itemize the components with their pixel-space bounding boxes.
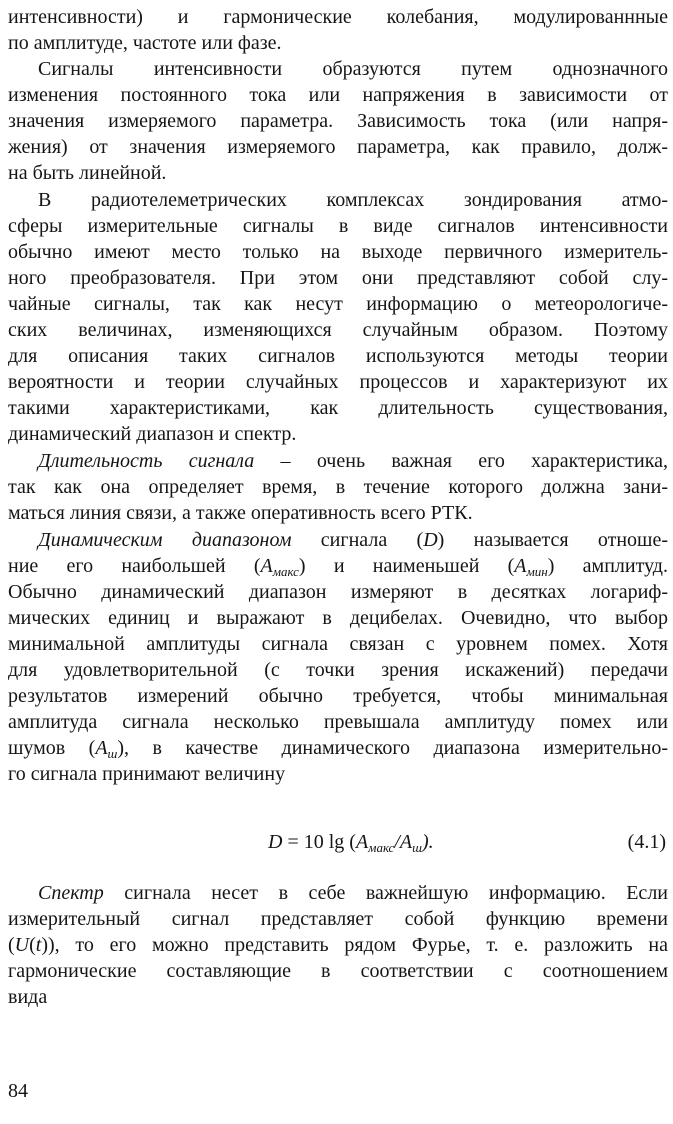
text-line: мических единиц и выражают в децибелах. Очевидно, что выбор: [8, 607, 668, 629]
text-line: Спектр сигнала несет в себе важнейшую информацию. Если: [38, 882, 668, 904]
text-line: чайные сигналы, так как несут информацию о метеорологиче-: [8, 293, 668, 315]
text-line: по амплитуде, частоте или фазе.: [8, 32, 282, 54]
text-line: шумов $(A_ш)$, в качестве динамического диапазона измерительно-: [8, 737, 668, 761]
formula-number: (4.1): [627, 831, 666, 853]
text-line: Обычно динамический диапазон измеряют в десятках логариф-: [8, 581, 668, 603]
text-line: го сигнала принимают величину: [8, 763, 286, 785]
formula-expression: D = 10 $\lg (A_{макс}/A_ш)$.: [268, 831, 434, 855]
text-line: измерительный сигнал представляет собой функцию времени: [8, 908, 668, 930]
text-line: ние его наибольшей $(A_{макс})$ и наименьшей $(A_{мин})$ амплитуд.: [8, 555, 668, 579]
formula-4-1: [8, 829, 668, 855]
text-line: ских величинах, изменяющихся случайным образом. Поэтому: [8, 319, 668, 341]
text-line: на быть линейной.: [8, 162, 167, 184]
text-line: для описания таких сигналов используются методы теории: [8, 345, 668, 367]
text-line: обычно имеют место только на выходе первичного измеритель-: [8, 241, 668, 263]
text-line: Длительность сигнала – очень важная его характеристика,: [38, 450, 669, 472]
text-line: так как она определяет время, в течение которого должна зани-: [8, 476, 668, 498]
text-line: изменения постоянного тока или напряжения в зависимости от: [8, 84, 668, 106]
text-line: вида: [8, 986, 48, 1008]
text-line: (U(t)), то его можно представить рядом Фурье, т. е. разложить на: [8, 934, 668, 956]
page-number: 84: [8, 1080, 28, 1102]
text-line: минимальной амплитуды сигнала связан с уровнем помех. Хотя: [8, 633, 668, 655]
text-line: амплитуда сигнала несколько превышала амплитуду помех или: [8, 711, 668, 733]
text-line: В радиотелеметрических комплексах зондирования атмо-: [38, 189, 668, 211]
text-line: Сигналы интенсивности образуются путем однозначного: [38, 58, 668, 80]
text-line: гармонические составляющие в соответствии с соотношением: [8, 960, 668, 982]
text-line: динамический диапазон и спектр.: [8, 423, 297, 445]
text-line: для удовлетворительной (с точки зрения искажений) передачи: [8, 659, 668, 681]
text-line: результатов измерений обычно требуется, чтобы минимальная: [8, 685, 668, 707]
text-line: жения) от значения измеряемого параметра, как правило, долж-: [8, 136, 668, 158]
text-line: интенсивности) и гармонические колебания, модулированнные: [8, 6, 668, 28]
text-line: такими характеристиками, как длительность существования,: [8, 397, 668, 419]
text-line: сферы измерительные сигналы в виде сигналов интенсивности: [8, 215, 668, 237]
text-line: ного преобразователя. При этом они представляют собой слу-: [8, 267, 668, 289]
text-line: значения измеряемого параметра. Зависимость тока (или напря-: [8, 110, 668, 132]
text-line: маться линия связи, а также оперативность всего РТК.: [8, 502, 473, 524]
text-line: Динамическим диапазоном сигнала (D) называется отноше-: [38, 529, 668, 551]
text-line: вероятности и теории случайных процессов и характеризуют их: [8, 371, 668, 393]
